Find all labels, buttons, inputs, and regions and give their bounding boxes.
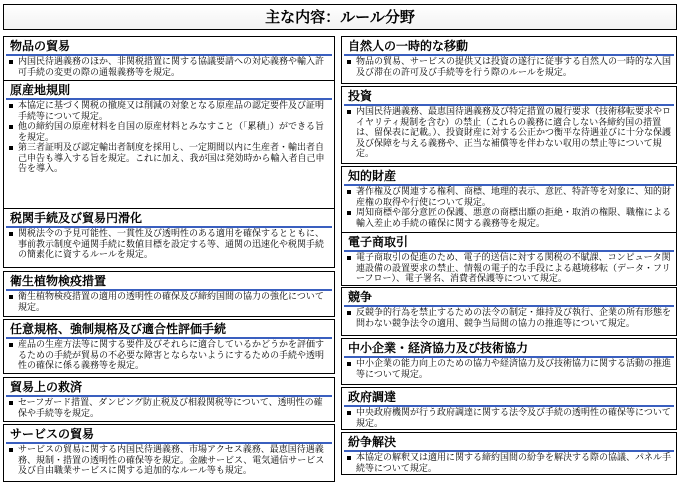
bullet-icon	[9, 60, 13, 64]
item-text: 本協定の解釈又は適用に関する締約国間の紛争を解決する際の協議、パネル手続等について規定。	[356, 453, 672, 474]
bullet-icon	[347, 256, 351, 260]
section-item	[346, 308, 673, 329]
section-customs	[3, 208, 335, 268]
item-text: 本協定に基づく関税の撤廃又は削減の対象となる原産品の認定要件及び証明手続等について規定。	[18, 101, 325, 122]
section-sps	[3, 271, 335, 317]
section-item	[8, 398, 331, 419]
item-text: 電子商取引の促進のため、電子的送信に対する関税の不賦課、コンピュータ関連設備の設置要求の禁止、情報の電子的な手段による越境移転（データ・フリーフロー）、電子署名、消費者保護等について規定。	[356, 253, 671, 284]
bullet-icon	[347, 311, 351, 315]
section-heading: 原産地規則	[6, 81, 332, 100]
section-item	[346, 253, 673, 285]
section-heading: 物品の貿易	[6, 37, 332, 56]
section-heading: 知的財産	[344, 167, 674, 186]
section-heading: 貿易上の救済	[6, 378, 332, 397]
bullet-icon	[347, 456, 351, 460]
bullet-icon	[9, 448, 13, 452]
section-government-procurement	[341, 387, 677, 430]
section-heading: サービスの貿易	[6, 425, 332, 444]
section-movement-of-persons	[341, 36, 677, 84]
item-text: 反競争的行為を禁止するための法令の制定・維持及び執行、企業の所有形態を問わない競争法令の適用、競争当局間の協力の推進等について規定。	[356, 308, 672, 329]
section-heading: 衛生植物検疫措置	[6, 272, 332, 291]
section-heading: 自然人の一時的な移動	[344, 37, 674, 56]
section-sme-cooperation	[341, 338, 677, 385]
section-investment	[341, 86, 677, 164]
bullet-icon	[347, 110, 351, 114]
bullet-icon	[347, 190, 351, 194]
bullet-icon	[9, 146, 13, 150]
item-text: 中小企業の能力向上のための協力や経済協力及び技術協力に関する活動の推進等について規定。	[356, 359, 672, 380]
section-heading: 競争	[344, 288, 674, 307]
section-item	[346, 359, 673, 380]
item-text: 物品の貿易、サービスの提供又は投資の遂行に従事する自然人の一時的な入国及び滞在の許可及び手続等を行う際のルールを規定。	[356, 57, 672, 78]
bullet-icon	[9, 104, 13, 108]
section-item	[8, 340, 331, 372]
section-item	[346, 57, 673, 78]
section-item	[8, 229, 331, 261]
section-item	[8, 57, 331, 78]
bullet-icon	[9, 125, 13, 129]
page-title: 主な内容：ルール分野	[3, 4, 677, 30]
bullet-icon	[9, 343, 13, 347]
bullet-icon	[347, 211, 351, 215]
section-item	[346, 187, 673, 208]
bullet-icon	[9, 295, 13, 299]
section-heading: 税関手続及び貿易円滑化	[6, 209, 332, 228]
bullet-icon	[347, 411, 351, 415]
section-heading: 任意規格、強制規格及び適合性評価手続	[6, 320, 332, 339]
section-heading: 中小企業・経済協力及び技術協力	[344, 339, 674, 358]
item-text: 産品の生産方法等に関する要件及びそれらに適合しているかどうかを評価するための手続が貿易の不必要な障害とならないようにするための手続や透明性の確保に係る義務等を規定。	[18, 340, 325, 371]
section-trade-remedies	[3, 377, 335, 422]
item-text: 衛生植物検疫措置の適用の透明性の確保及び締約国間の協力の強化について規定。	[18, 292, 324, 313]
section-competition	[341, 287, 677, 336]
item-text: 内国民待遇義務、最恵国待遇義務及び特定措置の履行要求（技術移転要求やロイヤリティ規制を含む）の禁止（これらの義務に適合しない各締約国の措置は、留保表に記載。）、投資財産に対する公正かつ衡平な待遇並びに十分な保護及び保障を与える義務や、正当な補償等を伴わない収用の禁止等について規定。	[356, 107, 672, 159]
section-item	[8, 445, 331, 477]
item-text: 周知商標や部分意匠の保護、悪意の商標出願の拒絶・取消の権限、職権による輸入差止め手続の確保に関する義務等を規定。	[356, 208, 672, 229]
section-ip	[341, 166, 677, 233]
section-item	[346, 208, 673, 229]
section-item	[8, 122, 331, 143]
section-tbt	[3, 319, 335, 374]
section-dispute-settlement	[341, 432, 677, 475]
section-heading: 投資	[344, 87, 674, 106]
section-heading: 政府調達	[344, 388, 674, 407]
section-ecommerce	[341, 232, 677, 286]
bullet-icon	[347, 60, 351, 64]
item-text: サービスの貿易に関する内国民待遇義務、市場アクセス義務、最恵国待遇義務、規制・措置の透明性の確保等を規定。金融サービス、電気通信サービス及び自由職業サービスに関する追加的なルール等も規定。	[18, 445, 325, 476]
section-item	[346, 453, 673, 474]
section-item	[346, 107, 673, 160]
section-heading: 電子商取引	[344, 233, 674, 252]
section-item	[8, 101, 331, 122]
item-text: 第三者証明及び認定輸出者制度を採用し、一定期間以内に生産者・輸出者自己申告も導入する旨を規定。これに加え、我が国は発効時から輸入者自己申告を導入。	[18, 143, 325, 174]
section-item	[346, 408, 673, 429]
section-item	[8, 143, 331, 175]
item-text: 中央政府機関が行う政府調達に関する法令及び手続の透明性の確保等について規定。	[356, 408, 671, 429]
item-text: 内国民待遇義務のほか、非関税措置に関する協議要請への対応義務や輸入許可手続の変更の際の通報義務等を規定。	[18, 57, 325, 78]
item-text: 関税法令の予見可能性、一貫性及び透明性のある適用を確保するとともに、事前教示制度や通関手続に数値目標を設定する等、通関の迅速化や税関手続の簡素化に資するルールを規定。	[18, 229, 325, 260]
bullet-icon	[347, 362, 351, 366]
bullet-icon	[9, 232, 13, 236]
section-heading: 紛争解決	[344, 433, 674, 452]
section-item	[8, 292, 331, 313]
section-services-trade	[3, 424, 335, 482]
item-text: セーフガード措置、ダンピング防止税及び相殺関税等について、透明性の確保や手続等を規定。	[18, 398, 323, 419]
section-rules-of-origin	[3, 80, 335, 212]
bullet-icon	[9, 401, 13, 405]
item-text: 他の締約国の原産材料を自国の原産材料とみなすこと（「累積」）ができる旨を規定。	[18, 122, 325, 143]
item-text: 著作権及び関連する権利、商標、地理的表示、意匠、特許等を対象に、知的財産権の取得や行使について規定。	[356, 187, 672, 208]
